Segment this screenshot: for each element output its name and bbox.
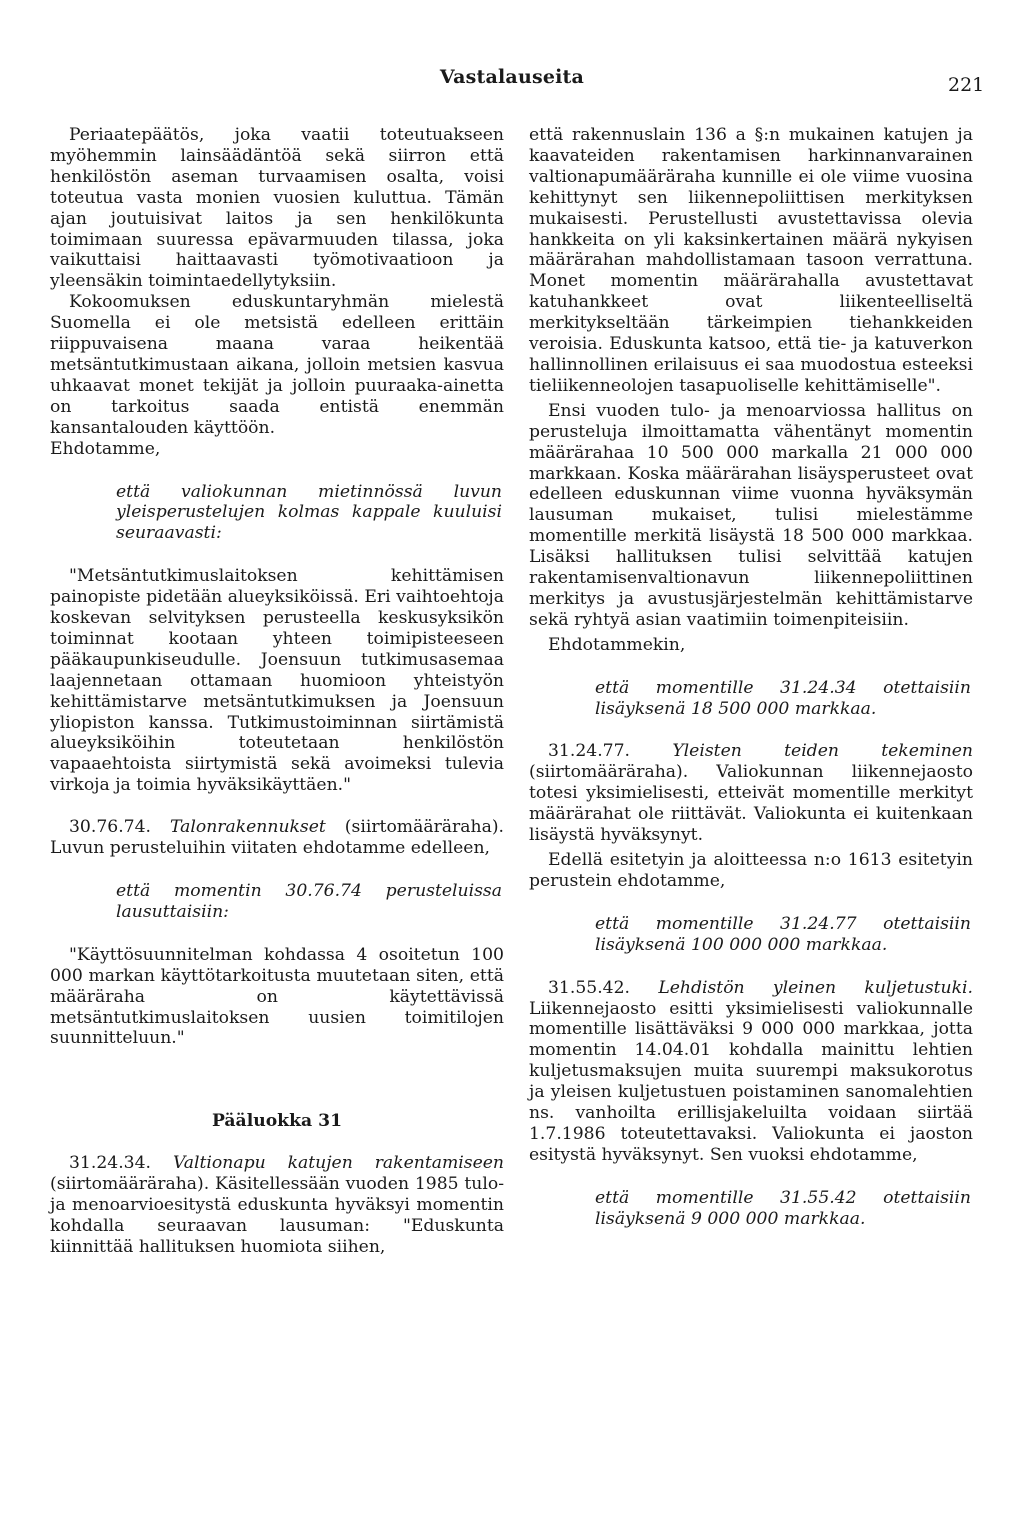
quoted-text: "Metsäntutkimuslaitoksen kehittämisen painopiste pidetään alueyksiköissä. Eri vaihtoehtoja koskevan selvityksen perusteella keskusyksikön toiminnat kootaan yhteen toimipisteeseen pääkaupunkiseudulle. Joensuun tutkimusasemaa laajennetaan ottamaan huomioon yhteistyön kehittämistarve metsäntutkimuksen ja Joensuun yliopiston kanssa. Tutkimustoiminnan siirtämistä alueyksiköihin toteutetaan henkilöstön vapaaehtoista siirtymistä sekä avoimeksi tulevia virkoja ja toimia hyväksikäyttäen." [50, 566, 504, 796]
paragraph: Ehdotammekin, [548, 634, 686, 655]
paragraph: että rakennuslain 136 a §:n mukainen katujen ja kaavateiden rakentamisen harkinnanvarainen valtionapumääräraha kunnille ei ole viime vuosina kehittynyt sen liikennepoliittisen merkityksen mukaisesti. Perustellusti avustettavissa olevia hankkeita on yli kaksinkertainen määrä nykyisen määrärahan mahdollistamaan tasoon verrattuna. Monet momentin määrärahalla avustettavat katuhankkeet ovat liikenteelliseltä merkitykseltään tärkeimpien tiehankkeiden veroisia. Eduskunta katsoo, että tie- ja katuverkon hallinnollinen erilaisuus ei saa muodostua esteeksi tieliikenneolojen tasapuoliselle kehittämiselle". [529, 125, 973, 396]
running-header: Vastalauseita [439, 66, 585, 88]
proposal-clause: että momentille 31.24.77 otettaisiin lisäyksenä 100 000 000 markkaa. [595, 913, 971, 955]
proposal-clause: että momentin 30.76.74 perusteluissa lausuttaisiin: [116, 881, 502, 922]
section-title: Valtionapu katujen rakentamiseen [172, 1153, 504, 1174]
quoted-text: "Käyttösuunnitelman kohdassa 4 osoitetun 100 000 markan käyttötarkoitusta muutetaan siten, että määräraha on käytettävissä metsäntutkimuslaitoksen uusien toimitilojen suunnitteluun." [50, 944, 504, 1049]
paragraph [529, 741, 973, 846]
section-text: (siirtomääräraha). Luvun perusteluihin viitaten ehdotamme edelleen, [50, 817, 504, 859]
section-text: Liikennejaosto esitti yksimielisesti valiokunnalle momentille lisättäväksi 9 000 000 markkaa, jotta momentin 14.04.01 kohdalla mainittu lehtien kuljetusmaksujen muita suurempi maksukorotus ja yleisen kuljetustuen poistaminen sanomalehtien ns. vanhoilta erillisjakeluilta voidaan siirtää 1.7.1986 toteutettavaksi. Valiokunta ei jaoston esitystä hyväksynyt. Sen vuoksi ehdotamme, [529, 998, 973, 1165]
section-code: 31.24.77. [548, 741, 631, 762]
section-title: Yleisten teiden tekeminen [672, 741, 974, 762]
section-text: (siirtomääräraha). Valiokunnan liikennejaosto totesi yksimielisesti, etteivät momentille merkityt määrärahat ole riittävät. Valiokunta ei kuitenkaan lisäystä hyväksynyt. [529, 762, 973, 846]
section-text: (siirtomääräraha). Käsitellessään vuoden 1985 tulo- ja menoarvioesitystä eduskunta hyväksyi momentin kohdalla seuraavan lausuman: "Eduskunta kiinnittää hallituksen huomiota siihen, [50, 1174, 504, 1257]
section-title: Lehdistön yleinen kuljetustuki. [658, 977, 973, 998]
proposal-clause: että momentille 31.24.34 otettaisiin lisäyksenä 18 500 000 markkaa. [595, 677, 971, 719]
paragraph: Ehdotamme, [50, 438, 161, 459]
section-heading: Pääluokka 31 [211, 1111, 343, 1132]
page-number: 221 [948, 74, 985, 96]
left-column [50, 125, 504, 1258]
section-title: Talonrakennukset [169, 817, 326, 838]
paragraph: Ensi vuoden tulo- ja menoarviossa hallitus on perusteluja ilmoittamatta vähentänyt momentin määrärahaa 10 500 000 markalla 21 000 000 markkaan. Koska määrärahan lisäysperusteet ovat edelleen eduskunnan viime vuonna hyväksymän lausuman mukaiset, tulisi mielestämme momentille merkitä lisäystä 18 500 000 markkaa. Lisäksi hallituksen tulisi selvittää katujen rakentamisenvaltionavun liikennepoliittinen merkitys ja avustusjärjestelmän kehittämistarve sekä ryhtyä asian vaatimiin toimenpiteisiin. [529, 400, 973, 630]
proposal-clause: että momentille 31.55.42 otettaisiin lisäyksenä 9 000 000 markkaa. [595, 1187, 971, 1229]
paragraph [50, 1153, 504, 1258]
proposal-clause: että valiokunnan mietinnössä luvun yleisperustelujen kolmas kappale kuuluisi seuraavasti: [116, 481, 502, 544]
paragraph: Kokoomuksen eduskuntaryhmän mielestä Suomella ei ole metsistä edelleen erittäin riippuvaisena maana varaa heikentää metsäntutkimustaan aikana, jolloin metsien kasvua uhkaavat monet tekijät ja jolloin puuraaka-ainetta on tarkoitus saada entistä enemmän kansantalouden käyttöön. [50, 292, 504, 438]
section-code: 31.24.34. [69, 1153, 152, 1174]
right-column [529, 125, 973, 1230]
paragraph [50, 817, 504, 859]
paragraph [529, 978, 973, 1166]
paragraph: Edellä esitetyin ja aloitteessa n:o 1613 esitetyin perustein ehdotamme, [529, 850, 973, 891]
section-code: 31.55.42. [548, 977, 631, 998]
section-code: 30.76.74. [69, 817, 152, 838]
paragraph: Periaatepäätös, joka vaatii toteutuakseen myöhemmin lainsäädäntöä sekä siirron että henkilöstön aseman turvaamisen osalta, voisi toteutua vasta monien vuosien kuluttua. Tämän ajan joutuisivat laitos ja sen henkilökunta toimimaan suuressa epävarmuuden tilassa, joka vaikuttaisi haittaavasti työmotivaatioon ja yleensäkin toimintaedellytyksiin. [50, 125, 504, 292]
